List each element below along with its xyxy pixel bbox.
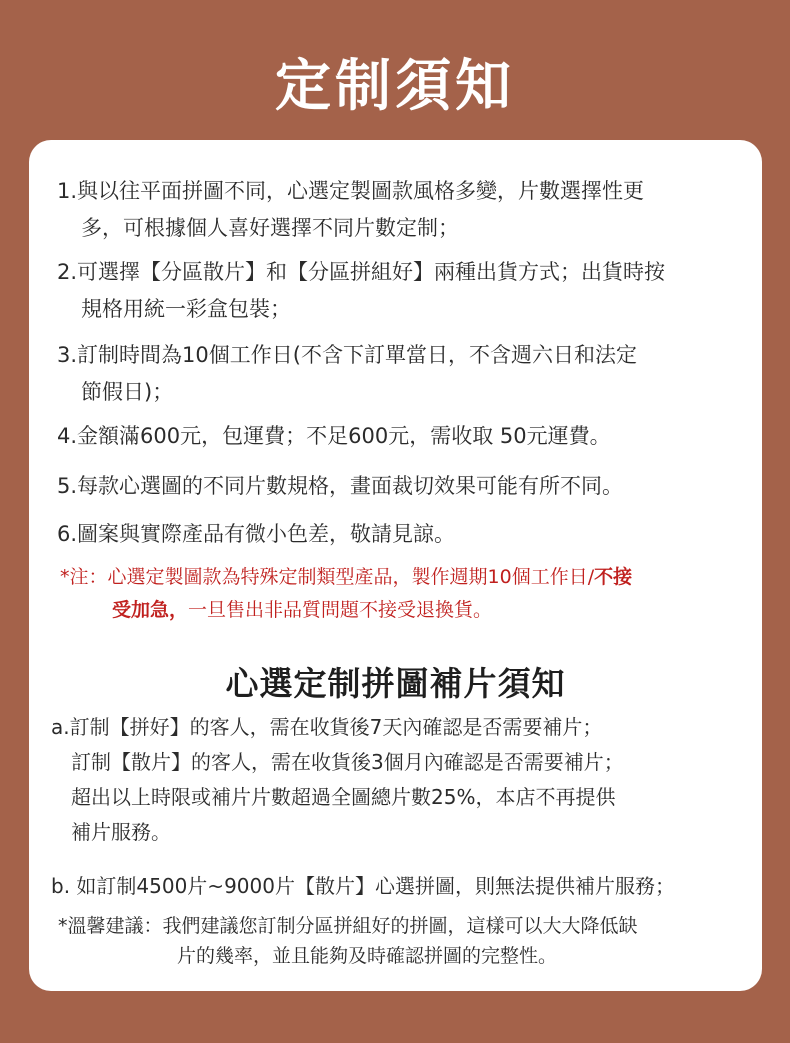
rule-text-line1: 每款心選圖的不同片數規格，畫面裁切效果可能有所不同。 bbox=[77, 474, 624, 498]
rule-number: 4. bbox=[57, 424, 78, 448]
notice-line2 bbox=[60, 594, 750, 627]
refill-item-b bbox=[51, 869, 675, 904]
rule-number: 6. bbox=[57, 522, 78, 546]
rule-number: 5. bbox=[57, 474, 78, 498]
content-card bbox=[29, 140, 762, 991]
page-title: 定制須知 bbox=[275, 54, 515, 119]
rule-number: 3. bbox=[57, 343, 78, 367]
rule-text-line1: 與以往平面拼圖不同，心選定製圖款風格多變，片數選擇性更 bbox=[77, 179, 645, 203]
rule-number: 1. bbox=[57, 179, 78, 203]
notice-text: 心選定製圖款為特殊定制類型產品，製作週期10個工作日/ bbox=[107, 566, 595, 588]
special-notice bbox=[60, 561, 750, 627]
rule-text-line2: 多，可根據個人喜好選擇不同片數定制； bbox=[81, 216, 459, 240]
rule-text-line1: 圖案與實際產品有微小色差，敬請見諒。 bbox=[77, 522, 456, 546]
rule-item-4 bbox=[57, 418, 611, 455]
refill-b-text: b. 如訂制4500片~9000片【散片】心選拼圖，則無法提供補片服務； bbox=[51, 874, 675, 898]
tip-label: *溫馨建議： bbox=[58, 915, 163, 937]
refill-section-title: 心選定制拼圖補片須知 bbox=[225, 664, 566, 703]
notice-bold-text-2: 受加急， bbox=[112, 599, 189, 621]
rule-text-line2: 規格用統一彩盒包裝； bbox=[81, 297, 291, 321]
notice-bold-text: 不接 bbox=[594, 566, 633, 588]
notice-text-2: 一旦售出非品質問題不接受退換貨。 bbox=[188, 599, 493, 621]
refill-a-prefix: a. bbox=[51, 715, 70, 739]
rule-text-line2: 節假日)； bbox=[81, 380, 174, 404]
rule-text-line1: 可選擇【分區散片】和【分區拼組好】兩種出貨方式；出貨時按 bbox=[77, 260, 666, 284]
rule-item-3 bbox=[57, 337, 637, 411]
refill-item-a bbox=[51, 710, 624, 850]
rule-item-6 bbox=[57, 516, 455, 553]
rule-number: 2. bbox=[57, 260, 78, 284]
rule-text-line1: 金額滿600元，包運費；不足600元，需收取 50元運費。 bbox=[77, 424, 611, 448]
refill-a-line4: 補片服務。 bbox=[71, 820, 171, 844]
rule-item-2 bbox=[57, 254, 665, 328]
refill-a-line1: 訂制【拼好】的客人，需在收貨後7天內確認是否需要補片； bbox=[69, 715, 603, 739]
refill-a-line3: 超出以上時限或補片片數超過全圖總片數25%，本店不再提供 bbox=[71, 785, 616, 809]
warm-tip bbox=[58, 911, 638, 971]
rule-item-5 bbox=[57, 468, 623, 505]
tip-line2: 片的幾率，並且能夠及時確認拼圖的完整性。 bbox=[177, 945, 558, 967]
notice-prefix: *注： bbox=[60, 566, 108, 588]
refill-a-line2: 訂制【散片】的客人，需在收貨後3個月內確認是否需要補片； bbox=[71, 750, 624, 774]
rule-text-line1: 訂制時間為10個工作日(不含下訂單當日，不含週六日和法定 bbox=[77, 343, 637, 367]
tip-line1: 我們建議您訂制分區拼組好的拼圖，這樣可以大大降低缺 bbox=[162, 915, 638, 937]
rule-item-1 bbox=[57, 173, 644, 247]
